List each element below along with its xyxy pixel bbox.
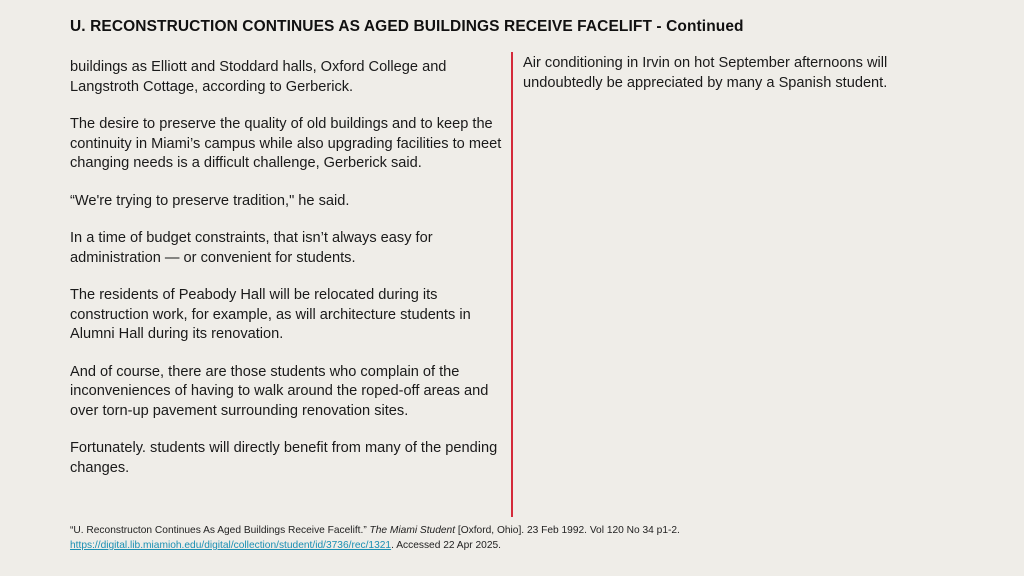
right-column	[523, 54, 943, 111]
left-paragraph-3: “We're trying to preserve tradition," he said.	[70, 192, 350, 209]
left-paragraph-6: And of course, there are those students who complain of the inconveniences of having to walk around the roped-off areas and over torn-up pavement surrounding renovation sites.	[70, 363, 489, 419]
left-column	[70, 58, 502, 496]
citation-prefix: “U. Reconstructon Continues As Aged Buildings Receive Facelift.”	[70, 525, 370, 536]
left-paragraph-4: In a time of budget constraints, that isn’t always easy for administration — or convenient for students.	[70, 230, 433, 266]
left-paragraph-7: Fortunately. students will directly benefit from many of the pending changes.	[70, 440, 498, 476]
left-paragraph-5: The residents of Peabody Hall will be relocated during its construction work, for example, as will architecture students in Alumni Hall during its renovation.	[70, 287, 471, 342]
citation-link[interactable]: https://digital.lib.miamioh.edu/digital/collection/student/id/3736/rec/1321	[70, 540, 392, 551]
column-divider	[511, 52, 513, 517]
left-paragraph-2: The desire to preserve the quality of old buildings and to keep the continuity in Miami’s campus while also upgrading facilities to meet changing needs is a difficult challenge, Gerberick said.	[70, 116, 502, 171]
citation-publication: The Miami Student	[369, 525, 456, 536]
citation	[70, 523, 950, 553]
left-paragraph-1: buildings as Elliott and Stoddard halls, Oxford College and Langstroth Cottage, according to Gerberick.	[70, 59, 447, 95]
page-title: U. RECONSTRUCTION CONTINUES AS AGED BUILDINGS RECEIVE FACELIFT - Continued	[70, 18, 744, 35]
citation-details: [Oxford, Ohio]. 23 Feb 1992. Vol 120 No 34 p1-2.	[455, 525, 680, 536]
citation-suffix: . Accessed 22 Apr 2025.	[391, 540, 501, 551]
right-paragraph-1: Air conditioning in Irvin on hot September afternoons will undoubtedly be appreciated by many a Spanish student.	[523, 55, 888, 91]
